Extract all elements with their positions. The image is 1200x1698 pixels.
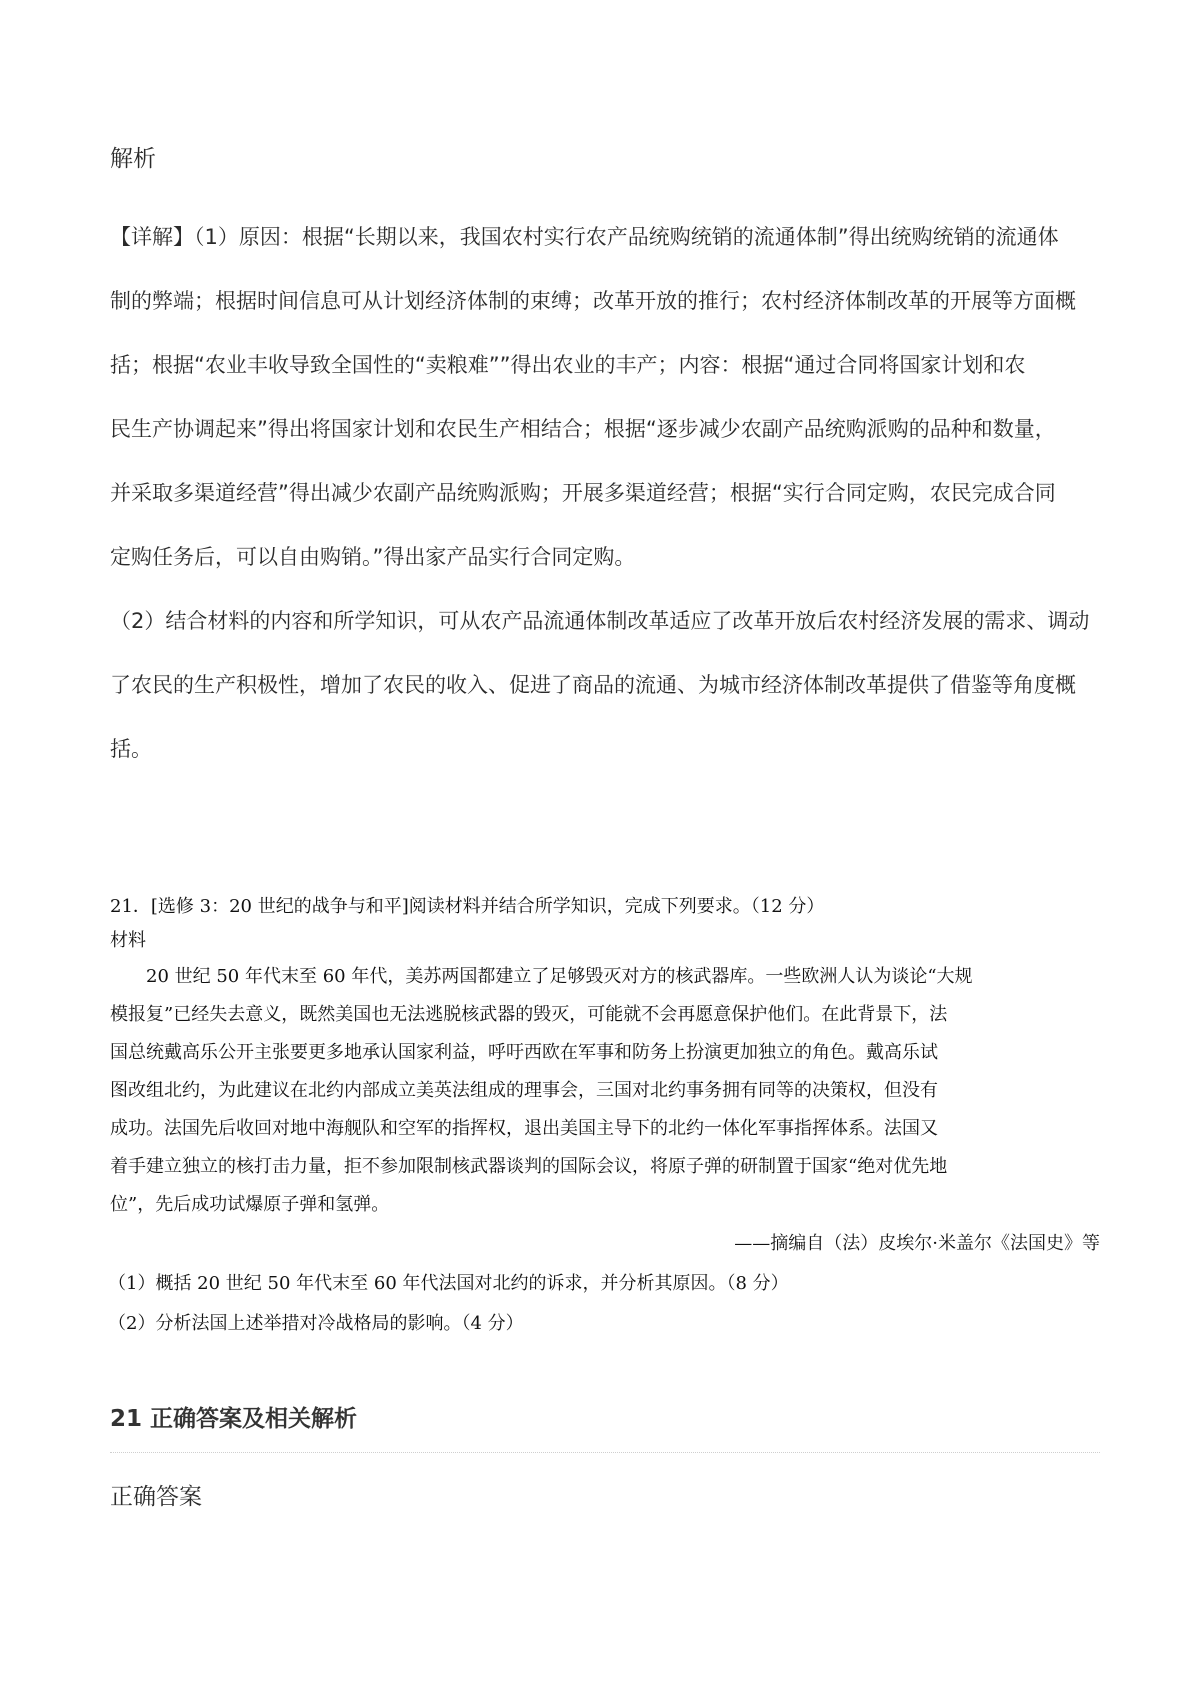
material-line: 20 世纪 50 年代末至 60 年代，美苏两国都建立了足够毁灭对方的核武器库。一些欧洲人认为谈论“大规 — [146, 966, 973, 987]
analysis-line: 【详解】（1）原因：根据“长期以来，我国农村实行农产品统购统销的流通体制”得出统购统销的流通体 — [110, 225, 1059, 249]
analysis-line: 括。 — [110, 737, 152, 761]
analysis-line: （2）结合材料的内容和所学知识，可从农产品流通体制改革适应了改革开放后农村经济发展的需求、调动 — [110, 609, 1090, 633]
material-line: 成功。法国先后收回对地中海舰队和空军的指挥权，退出美国主导下的北约一体化军事指挥体系。法国又 — [110, 1118, 938, 1139]
analysis-line: 民生产协调起来”得出将国家计划和农民生产相结合；根据“逐步减少农副产品统购派购的品种和数量， — [110, 417, 1056, 441]
question-21 — [110, 890, 1100, 1344]
section-divider — [110, 1452, 1100, 1453]
analysis-line: 括；根据“农业丰收导致全国性的“卖粮难””得出农业的丰产；内容：根据“通过合同将国家计划和农 — [110, 353, 1026, 377]
material-source: ——摘编自（法）皮埃尔·米盖尔《法国史》等 — [734, 1233, 1100, 1254]
analysis-line: 并采取多渠道经营”得出减少农副产品统购派购；开展多渠道经营；根据“实行合同定购，农民完成合同 — [110, 481, 1056, 505]
material-line: 着手建立独立的核打击力量，拒不参加限制核武器谈判的国际会议，将原子弹的研制置于国家“绝对优先地 — [110, 1156, 948, 1177]
correct-answer-label: 正确答案 — [110, 1484, 202, 1510]
analysis-line: 制的弊端；根据时间信息可从计划经济体制的束缚；改革开放的推行；农村经济体制改革的开展等方面概 — [110, 289, 1076, 313]
material-line: 模报复”已经失去意义，既然美国也无法逃脱核武器的毁灭，可能就不会再愿意保护他们。在此背景下，法 — [110, 1004, 948, 1025]
material-label: 材料 — [110, 930, 146, 951]
analysis-line: 定购任务后，可以自由购销。”得出家产品实行合同定购。 — [110, 545, 636, 569]
answer-heading: 21 正确答案及相关解析 — [110, 1406, 358, 1432]
sub-question-2: （2）分析法国上述举措对冷战格局的影响。（4 分） — [108, 1313, 524, 1334]
question-title: 21．[选修 3：20 世纪的战争与和平]阅读材料并结合所学知识，完成下列要求。（12 分） — [110, 896, 825, 917]
analysis-line: 了农民的生产积极性，增加了农民的收入、促进了商品的流通、为城市经济体制改革提供了借鉴等角度概 — [110, 673, 1076, 697]
material-text — [110, 958, 1100, 1224]
sub-question-1: （1）概括 20 世纪 50 年代末至 60 年代法国对北约的诉求，并分析其原因。（8 分） — [108, 1273, 789, 1294]
material-line: 图改组北约，为此建议在北约内部成立美英法组成的理事会，三国对北约事务拥有同等的决策权，但没有 — [110, 1080, 938, 1101]
analysis-text — [110, 205, 1100, 781]
analysis-label: 解析 — [110, 146, 156, 172]
material-line: 位”，先后成功试爆原子弹和氢弹。 — [110, 1194, 390, 1215]
material-line: 国总统戴高乐公开主张要更多地承认国家利益，呼吁西欧在军事和防务上扮演更加独立的角色。戴高乐试 — [110, 1042, 938, 1063]
